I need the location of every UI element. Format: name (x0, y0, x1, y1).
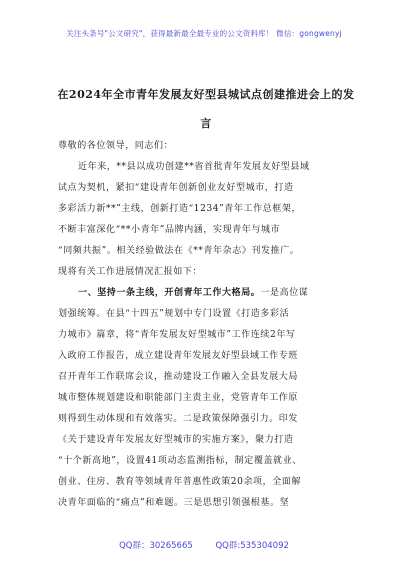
qq-group-2: QQ群:535304092 (215, 541, 289, 551)
salutation: 尊敬的各位领导，同志们： (58, 141, 174, 151)
paragraph-line: 城市整体规划建设和职能部门主责主业，党管青年工作原 (58, 393, 299, 403)
section-heading: 一、坚持一条主线，开创青年工作大格局。 (78, 288, 261, 298)
title-line-2: 言 (200, 117, 212, 130)
qq-group-1: QQ群：30265665 (119, 541, 193, 551)
paragraph-line: 入政府工作报告，成立建设青年发展友好型县域工作专班 (58, 351, 299, 361)
paragraph-line: “同频共振”。相关经验做法在《**青年杂志》刊发推广。 (58, 246, 300, 256)
document-body (58, 136, 358, 514)
paragraph-line: 现将有关工作进展情况汇报如下： (58, 267, 203, 277)
paragraph-line: 不断丰富深化“**小青年”品牌内涵，实现青年与城市 (58, 225, 281, 235)
header-notice: 关注头条号"公文研究"，获得最新最全最专业的公文资料库！ 微信：gongwenyj (66, 29, 342, 38)
paragraph-line: 试点为契机，紧扣“建设青年创新创业友好型城市，打造 (58, 183, 294, 193)
paragraph-line: 《关于建设青年发展友好型城市的实施方案》，聚力打造 (58, 435, 294, 445)
paragraph-line: 召开青年工作联席会议，推动建设工作融入全县发展大局 (58, 372, 299, 382)
paragraph-line: 多彩活力新**”主线，创新打造“1234”青年工作总框架， (58, 204, 302, 214)
paragraph-line: 则得到生动体现和有效落实。二是政策保障强引力。印发 (58, 414, 299, 424)
title-line-1: 在2024年全市青年发展友好型县城试点创建推进会上的发 (57, 88, 355, 101)
paragraph-line: “十个新高地”，设置41项动态监测指标，制定覆盖就业、 (58, 456, 302, 466)
paragraph-fragment: 一是高位谋 (260, 288, 309, 298)
document-title (48, 80, 364, 138)
paragraph-line: 划强统筹。在县“十四五”规划中专门设置《打造多彩活 (58, 309, 290, 319)
paragraph-line: 近年来，**县以成功创建**省首批青年发展友好型县域 (78, 162, 310, 172)
paragraph-line: 决青年面临的“痛点”和难题。三是思想引领强根基。坚 (58, 498, 290, 508)
footer-contact (0, 539, 408, 551)
paragraph-line: 创业、住房、教育等领域青年普惠性政策20余项，全面解 (58, 477, 302, 487)
paragraph-line: 力城市》篇章，将“青年发展友好型城市”工作连续2年写 (58, 330, 296, 340)
section-heading-line (58, 283, 358, 304)
